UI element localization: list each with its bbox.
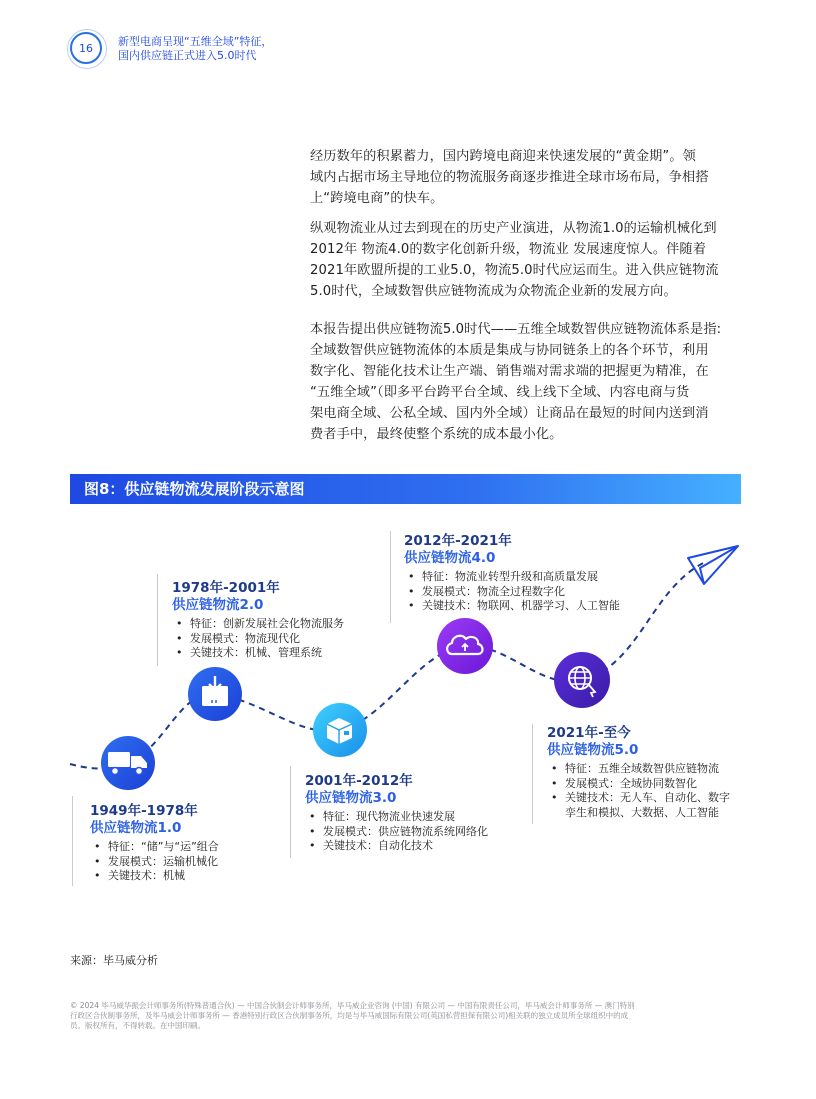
stage-list [547, 762, 730, 820]
stage-name: 供应链物流2.0 [172, 597, 264, 613]
paragraph-line: 经历数年的积累蓄力，国内跨境电商迎来快速发展的“黄金期”。领 [310, 149, 696, 164]
paragraph-line: 架电商全域、公私全域、国内外全域）让商品在最短的时间内送到消 [310, 406, 709, 421]
figure-title: 图8：供应链物流发展阶段示意图 [70, 474, 741, 504]
stage-item-continuation: 孪生和模拟、大数据、人工智能 [565, 805, 719, 819]
stage-1 [90, 803, 219, 884]
stage-item: • 发展模式：供应链物流系统网络化 [305, 825, 488, 840]
stage-3-guide-line [290, 766, 291, 858]
footer-line: © 2024 毕马威华振会计师事务所(特殊普通合伙) — 中国合伙制会计师事务所，毕马威企业咨询 (中国) 有限公司 — 中国有限责任公司，毕马威会计师事务所 — 澳门特别 [70, 1001, 635, 1010]
paragraph-line: “五维全域”（即多平台跨平台全域、线上线下全域、内容电商与货 [310, 385, 690, 400]
paragraph-line: 费者手中，最终使整个系统的成本最小化。 [310, 427, 563, 442]
stage-item: • 发展模式：物流全过程数字化 [404, 585, 620, 600]
paragraph-line: 5.0时代，全域数智供应链物流成为众物流企业新的发展方向。 [310, 284, 677, 299]
boxes-icon [313, 703, 367, 757]
stage-period: 1978年-2001年 [172, 580, 280, 596]
page-number: 16 [79, 41, 93, 55]
footer-line: 员。版权所有，不得转载。在中国印刷。 [70, 1021, 205, 1030]
paragraph-line: 2021年欧盟所提的工业5.0，物流5.0时代应运而生。进入供应链物流 [310, 263, 719, 278]
paper-plane-icon [688, 546, 738, 584]
stage-item: • 特征：“储”与“运”组合 [90, 840, 219, 855]
stage-2 [172, 580, 344, 661]
paragraph-line: 本报告提出供应链物流5.0时代——五维全域数智供应链物流体系是指: [310, 322, 722, 337]
stage-item: • 发展模式：全域协同数智化 [547, 777, 730, 792]
cloud-icon [437, 618, 493, 674]
stage-4-guide-line [390, 531, 391, 623]
stage-name: 供应链物流5.0 [547, 742, 639, 758]
stage-item: • 关键技术：机械 [90, 869, 219, 884]
stage-list [305, 810, 488, 854]
stage-item: • 关键技术：无人车、自动化、数字 [547, 791, 730, 806]
paragraph-line: 纵观物流业从过去到现在的历史产业演进，从物流1.0的运输机械化到 [310, 221, 717, 236]
paragraph-line: 域内占据市场主导地位的物流服务商逐步推进全球市场布局，争相搭 [310, 170, 709, 185]
figure-source: 来源：毕马威分析 [70, 954, 158, 967]
box-download-icon [188, 667, 242, 721]
stage-period: 2021年-至今 [547, 725, 631, 741]
globe-icon [554, 652, 610, 708]
paragraph-line: 数字化、智能化技术让生产端、销售端对需求端的把握更为精准，在 [310, 364, 709, 379]
stage-name: 供应链物流4.0 [404, 550, 496, 566]
stage-item: • 发展模式：运输机械化 [90, 855, 219, 870]
stage-name: 供应链物流3.0 [305, 790, 397, 806]
paragraph-line: 全域数智供应链物流体的本质是集成与协同链条上的各个环节，利用 [310, 343, 709, 358]
stage-1-guide-line [72, 796, 73, 886]
stage-list [172, 617, 344, 661]
stage-3 [305, 773, 488, 854]
stage-period: 2001年-2012年 [305, 773, 413, 789]
footer-line: 行政区合伙制事务所，及毕马威会计师事务所 — 香港特别行政区合伙制事务所，均是与毕马威国际有限公司(英国私营担保有限公司)相关联的独立成员所全球组织中的成 [70, 1011, 629, 1020]
stage-item: • 关键技术：自动化技术 [305, 839, 488, 854]
paragraph-line: 2012年 物流4.0的数字化创新升级，物流业 发展速度惊人。伴随着 [310, 242, 707, 257]
stage-item: • 特征：现代物流业快速发展 [305, 810, 488, 825]
stage-period: 1949年-1978年 [90, 803, 198, 819]
stage-item: • 发展模式：物流现代化 [172, 632, 344, 647]
stage-5 [547, 725, 730, 820]
paragraph-line: 上“跨境电商”的快车。 [310, 191, 444, 206]
stage-period: 2012年-2021年 [404, 533, 512, 549]
stage-list [90, 840, 219, 884]
stage-item: • 特征：五维全域数智供应链物流 [547, 762, 730, 777]
header-title-line1: 新型电商呈现“五维全域”特征， [118, 35, 273, 48]
stage-item: • 特征：创新发展社会化物流服务 [172, 617, 344, 632]
stage-5-guide-line [532, 724, 533, 824]
stage-2-guide-line [157, 574, 158, 666]
copyright-footer [70, 1001, 750, 1031]
truck-icon [101, 736, 155, 790]
stage-item: • 特征：物流业转型升级和高质量发展 [404, 570, 620, 585]
stage-list [404, 570, 620, 614]
header-title-line2: 国内供应链正式进入5.0时代 [118, 49, 257, 62]
stage-name: 供应链物流1.0 [90, 820, 182, 836]
stage-item: • 关键技术：物联网、机器学习、人工智能 [404, 599, 620, 614]
stage-item: • 关键技术：机械、管理系统 [172, 646, 344, 661]
stage-4 [404, 533, 620, 614]
